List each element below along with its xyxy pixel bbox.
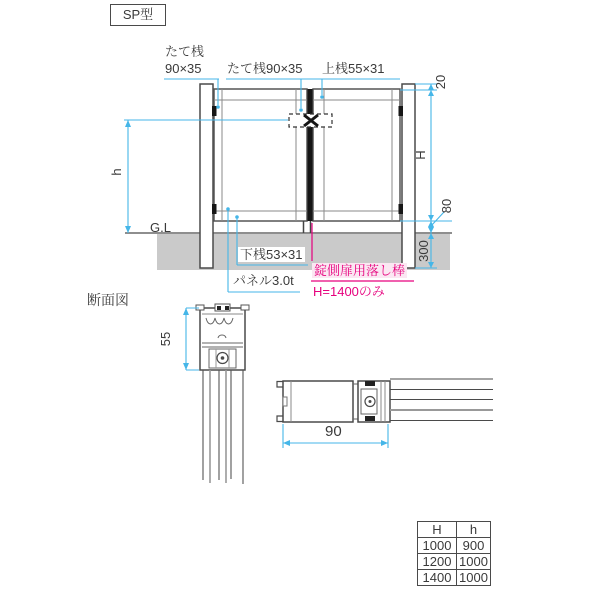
dim-top-margin: 20 [433,74,448,90]
left-door [214,89,307,221]
dim-bottom-clearance: 80 [439,198,454,214]
left-post [200,84,213,268]
table-header-row [418,522,491,538]
table-row: 1000 900 [418,538,491,554]
right-door [313,89,400,221]
model-title: SP型 [110,4,166,26]
hinge-icon [212,204,217,214]
right-post [402,84,415,268]
hinge-icon [399,106,404,116]
label-top-rail: 上桟55×31 [322,61,385,76]
drop-bar [308,89,313,221]
label-bottom-rail: 下桟53×31 [240,247,303,262]
elevation-drawing [125,84,452,270]
dim-stile-width: 90 [325,423,342,440]
col-header-H: H [418,522,457,538]
table-row: 1200 1000 [418,554,491,570]
section-view-title: 断面図 [87,292,129,308]
dim-door-height: H [413,150,428,160]
label-left-stile-line1: たて桟 [165,44,205,59]
note-drop-bar-line2: H=1400のみ [313,284,385,299]
note-drop-bar-line1: 錠側扉用落し棒 [314,263,406,278]
size-table [417,521,491,586]
dim-rail-depth: 55 [158,331,173,347]
label-panel: パネル3.0t [233,273,294,288]
dim-clear-height: h [109,168,124,176]
dim-embed-depth: 300 [416,240,431,262]
label-center-stile: たて桟90×35 [227,61,303,76]
table-row: 1400 1000 [418,570,491,586]
hinge-icon [399,204,404,214]
col-header-h: h [457,522,491,538]
section-drawing [196,304,493,484]
label-left-stile-line2: 90×35 [165,61,202,76]
label-ground-level: G.L [150,220,171,235]
hinge-icon [212,106,217,116]
